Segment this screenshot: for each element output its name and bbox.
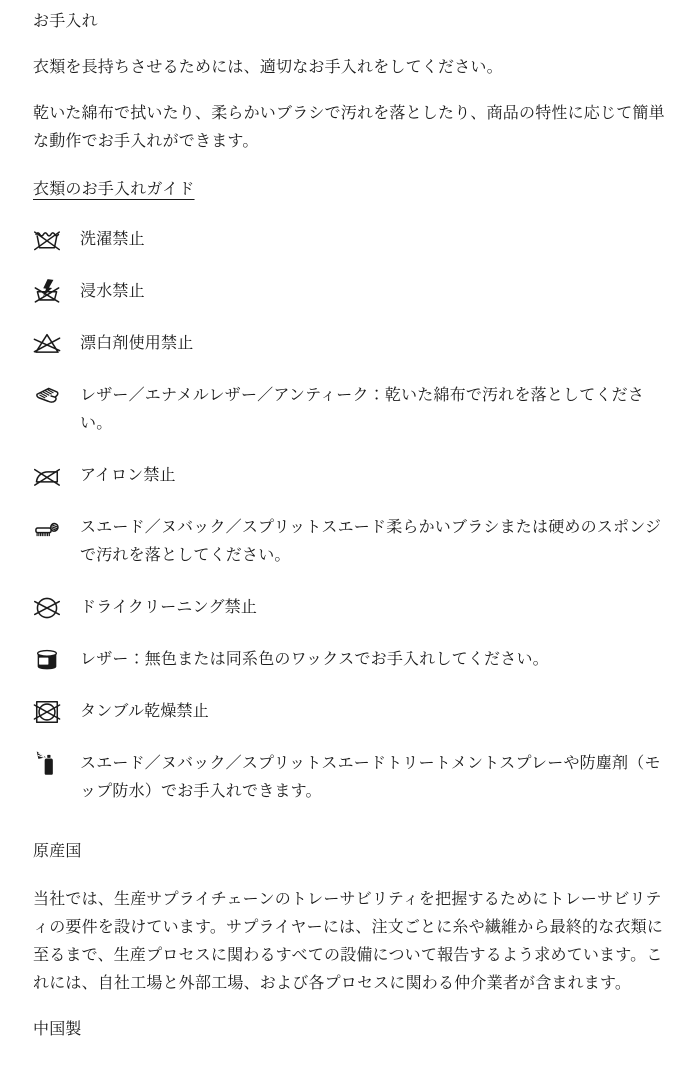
care-guide-list	[33, 226, 665, 806]
care-guide-item-wipe	[33, 382, 665, 438]
no-wash-icon	[33, 226, 61, 254]
care-guide-item-label: スエード／ヌバック／スプリットスエード柔らかいブラシまたは硬めのスポンジで汚れを落としてください。	[80, 519, 662, 564]
care-guide-item-label: スエード／ヌバック／スプリットスエードトリートメントスプレーや防塵剤（モップ防水）でお手入れできます。	[80, 755, 661, 800]
origin-paragraph: 当社では、生産サプライチェーンのトレーサビリティを把握するためにトレーサビリティの要件を設けています。サプライヤーには、注文ごとに糸や繊維から最終的な衣類に至るまで、生産プロセスに関わるすべての設備について報告するよう求めています。これには、自社工場と外部工場、および各プロセスに関わる仲介業者が含まれます。	[33, 891, 664, 992]
care-guide-item-no-iron	[33, 462, 665, 490]
care-guide-item-no-tumble-dry	[33, 698, 665, 726]
care-guide-item-spray	[33, 750, 665, 806]
care-intro-paragraph-1: 衣類を長持ちさせるためには、適切なお手入れをしてください。	[33, 59, 503, 76]
no-iron-icon	[33, 462, 61, 490]
care-intro-paragraph-2: 乾いた綿布で拭いたり、柔らかいブラシで汚れを落としたり、商品の特性に応じて簡単な動作でお手入れができます。	[33, 105, 665, 150]
care-guide-item-label: タンブル乾燥禁止	[80, 703, 209, 720]
care-guide-item-no-bleach	[33, 330, 665, 358]
no-bleach-icon	[33, 330, 61, 358]
care-guide-item-label: 洗濯禁止	[80, 231, 145, 248]
no-tumble-dry-icon	[33, 698, 61, 726]
care-guide-item-no-wash	[33, 226, 665, 254]
care-guide-item-label: レザー：無色または同系色のワックスでお手入れしてください。	[80, 651, 549, 668]
care-guide-item-label: 浸水禁止	[80, 283, 145, 300]
care-guide-item-label: ドライクリーニング禁止	[80, 599, 258, 616]
care-guide-item-brush	[33, 514, 665, 570]
wipe-cloth-icon	[33, 382, 61, 410]
origin-country: 中国製	[33, 1021, 82, 1038]
care-guide-heading: 衣類のお手入れガイド	[33, 181, 195, 198]
no-dry-clean-icon	[33, 594, 61, 622]
brush-icon	[33, 514, 61, 542]
no-soak-icon	[33, 278, 61, 306]
spray-can-icon	[33, 750, 61, 778]
care-guide-item-no-dry-clean	[33, 594, 665, 622]
care-guide-item-no-soak	[33, 278, 665, 306]
wax-can-icon	[33, 646, 61, 674]
origin-section	[33, 838, 665, 1044]
care-guide-item-wax	[33, 646, 665, 674]
origin-heading: 原産国	[33, 843, 82, 860]
care-guide-item-label: アイロン禁止	[80, 467, 176, 484]
care-guide-item-label: レザー／エナメルレザー／アンティーク：乾いた綿布で汚れを落としてください。	[80, 387, 645, 432]
care-guide-item-label: 漂白剤使用禁止	[80, 335, 194, 352]
page-title: お手入れ	[33, 13, 98, 30]
